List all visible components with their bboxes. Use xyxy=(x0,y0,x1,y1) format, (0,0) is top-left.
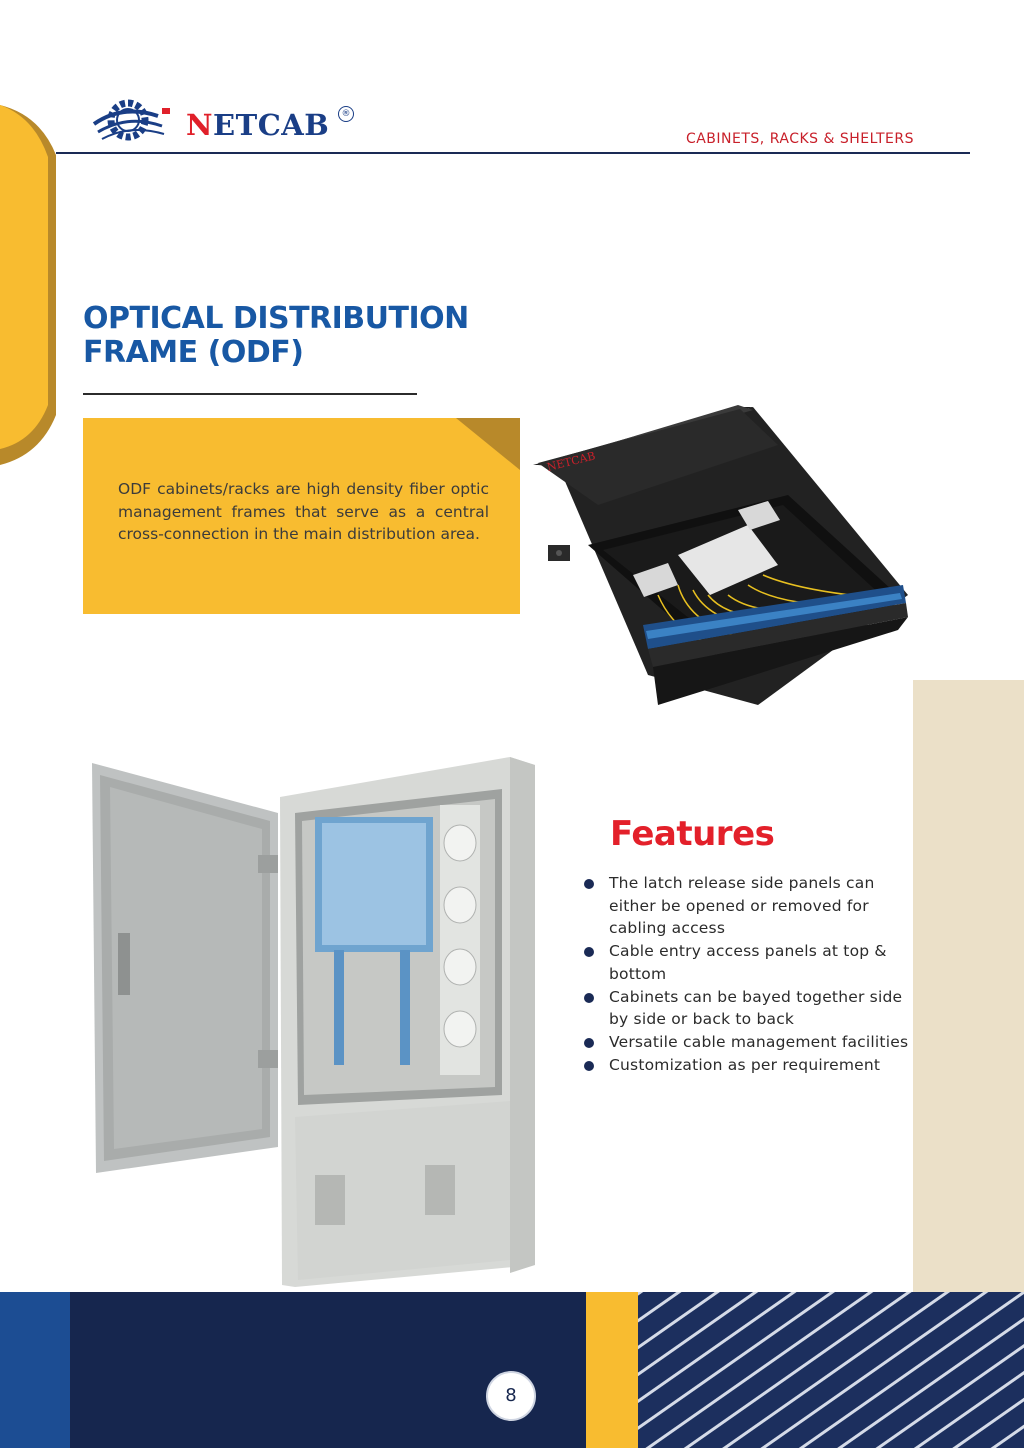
brand-name-rest: ETCAB xyxy=(213,108,330,142)
page-title-line-2: FRAME (ODF) xyxy=(83,335,304,370)
feature-text: Customization as per requirement xyxy=(609,1055,881,1074)
feature-text: Versatile cable management facilities xyxy=(609,1032,909,1051)
brand-initial: N xyxy=(186,108,214,142)
list-item xyxy=(580,872,915,940)
list-item xyxy=(580,1054,915,1077)
page-title-line-1: OPTICAL DISTRIBUTION xyxy=(83,301,469,336)
odf-drawer-photo xyxy=(528,405,913,710)
bullet-icon xyxy=(584,947,594,957)
feature-text: Cabinets can be bayed together side by side or back to back xyxy=(609,987,903,1029)
header-tagline: CABINETS, RACKS & SHELTERS xyxy=(685,131,914,147)
brand-name xyxy=(186,108,329,142)
bullet-icon xyxy=(584,1038,594,1048)
title-underline xyxy=(83,393,417,395)
description-text: ODF cabinets/racks are high density fiber optic management frames that serve as a central cross-connection in the main distribution area. xyxy=(118,480,489,543)
list-item xyxy=(580,986,915,1031)
feature-text: Cable entry access panels at top & bottom xyxy=(609,942,887,983)
rack-brand-label: NETCAB xyxy=(545,449,597,474)
features-list xyxy=(580,872,915,1076)
bullet-icon xyxy=(584,993,594,1003)
bullet-icon xyxy=(584,879,594,889)
header-divider xyxy=(56,152,970,154)
footer-block-yellow xyxy=(586,1292,638,1448)
footer-block-blue xyxy=(0,1292,70,1448)
odf-cabinet-photo xyxy=(70,745,570,1290)
feature-text: The latch release side panels can either be opened or removed for cabling access xyxy=(609,874,875,938)
list-item xyxy=(580,1031,915,1054)
list-item xyxy=(580,940,915,985)
folded-corner-icon xyxy=(456,418,520,470)
registered-mark: ® xyxy=(338,106,354,122)
page-number: 8 xyxy=(486,1371,536,1421)
decorative-side-panel xyxy=(913,680,1024,1292)
bullet-icon xyxy=(584,1061,594,1071)
footer-block-navy xyxy=(70,1292,586,1448)
decorative-side-tab xyxy=(0,105,56,465)
page-title xyxy=(83,302,543,370)
features-heading: Features xyxy=(610,814,775,854)
footer-stripe-pattern xyxy=(638,1292,1024,1448)
